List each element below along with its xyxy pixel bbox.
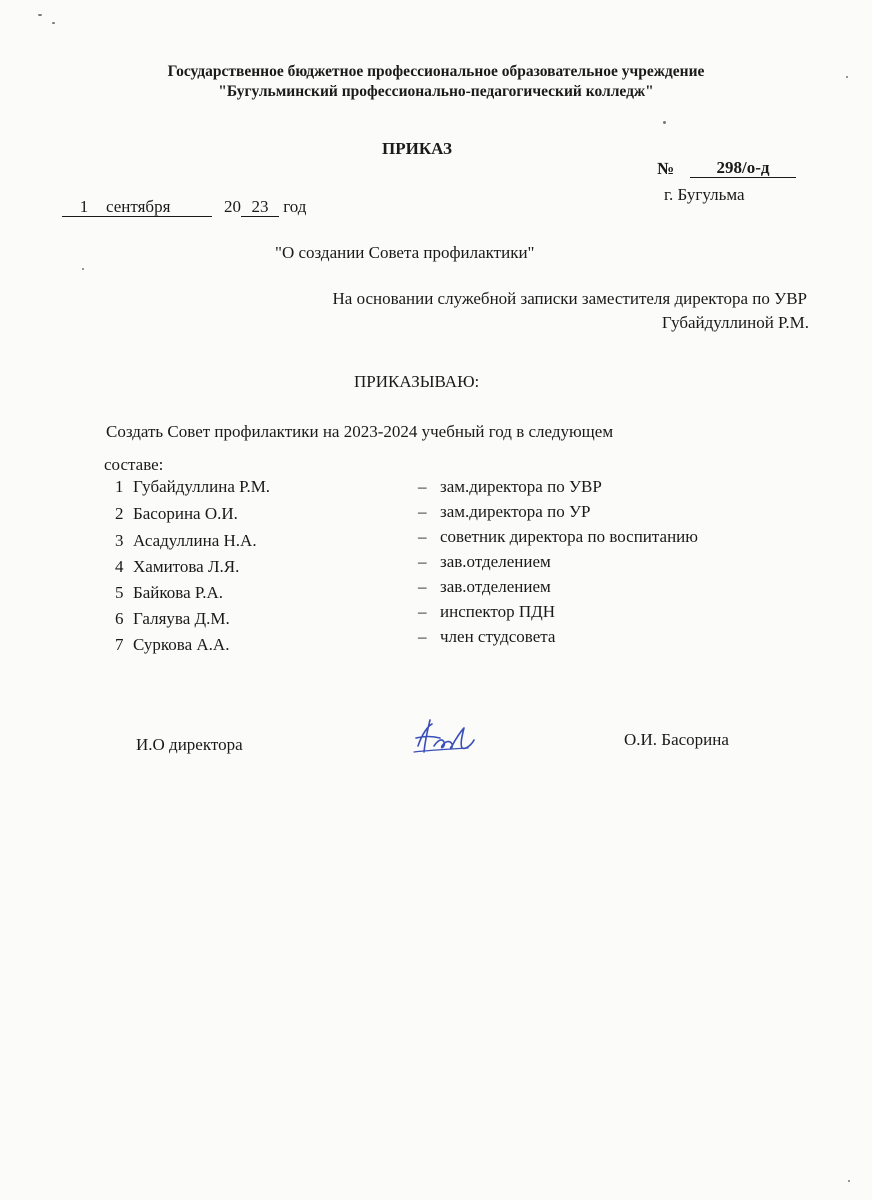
member-role-row (418, 627, 555, 647)
body-line-1: Создать Совет профилактики на 2023-2024 учебный год в следующем (106, 422, 614, 441)
member-role: зам.директора по УР (440, 502, 591, 521)
dash: – (418, 552, 427, 571)
handwritten-signature-icon (412, 716, 482, 760)
member-role-row (418, 552, 551, 572)
member-name: Галяува Д.М. (133, 609, 230, 628)
dash: – (418, 627, 427, 646)
member-role-row (418, 577, 551, 597)
member-name: Байкова Р.А. (133, 583, 224, 602)
member-role: зав.отделением (440, 577, 551, 596)
date-year-prefix: 20 (224, 197, 241, 216)
member-role: инспектор ПДН (440, 602, 556, 621)
member-number: 2 (115, 504, 124, 523)
scan-speck (663, 121, 666, 124)
basis-line-2: Губайдуллиной Р.М. (661, 313, 809, 332)
document-title: ПРИКАЗ (382, 139, 452, 158)
scan-speck (52, 22, 55, 24)
signatory-name: О.И. Басорина (624, 730, 729, 749)
member-role-row (418, 477, 602, 497)
dash: – (418, 602, 427, 621)
member-number: 7 (115, 635, 124, 654)
date-month: сентября (106, 197, 171, 216)
list-item (115, 583, 223, 603)
scan-speck (846, 76, 848, 78)
member-role-row (418, 602, 555, 622)
college-name: "Бугульминский профессионально-педагогический колледж" (218, 83, 654, 100)
signatory-position: И.О директора (136, 735, 243, 754)
order-date (62, 197, 306, 217)
list-item (115, 477, 270, 497)
body-line-2: составе: (104, 455, 164, 474)
member-name: Хамитова Л.Я. (133, 557, 240, 576)
member-role: советник директора по воспитанию (440, 527, 698, 546)
institution-name: Государственное бюджетное профессиональное образовательное учреждение (167, 63, 705, 80)
dash: – (418, 477, 427, 496)
member-number: 5 (115, 583, 124, 602)
member-name: Суркова А.А. (133, 635, 230, 654)
date-year-word: год (283, 197, 307, 216)
member-name: Губайдуллина Р.М. (133, 477, 271, 496)
order-number: 298/о-д (690, 159, 796, 178)
member-number: 1 (115, 477, 124, 496)
scan-speck (38, 14, 42, 16)
dash: – (418, 527, 427, 546)
member-role: зав.отделением (440, 552, 551, 571)
list-item (115, 609, 230, 629)
date-day: 1 (79, 197, 89, 216)
decree-heading: ПРИКАЗЫВАЮ: (354, 372, 480, 391)
scan-speck (82, 268, 84, 270)
member-role-row (418, 527, 698, 547)
member-number: 4 (115, 557, 124, 576)
basis-line-1: На основании служебной записки заместителя директора по УВР (332, 289, 807, 308)
list-item (115, 531, 257, 551)
order-subject: "О создании Совета профилактики" (275, 243, 535, 262)
dash: – (418, 502, 427, 521)
member-number: 3 (115, 531, 124, 550)
member-role: зам.директора по УВР (440, 477, 602, 496)
list-item (115, 635, 229, 655)
list-item (115, 557, 239, 577)
list-item (115, 504, 238, 524)
member-number: 6 (115, 609, 124, 628)
order-city: г. Бугульма (664, 185, 745, 204)
member-role-row (418, 502, 590, 522)
dash: – (418, 577, 427, 596)
order-number-prefix: № (657, 159, 675, 178)
date-year-suffix: 23 (241, 198, 279, 217)
member-role: член студсовета (440, 627, 556, 646)
scan-speck (848, 1180, 850, 1182)
member-name: Басорина О.И. (133, 504, 238, 523)
member-name: Асадуллина Н.А. (133, 531, 257, 550)
